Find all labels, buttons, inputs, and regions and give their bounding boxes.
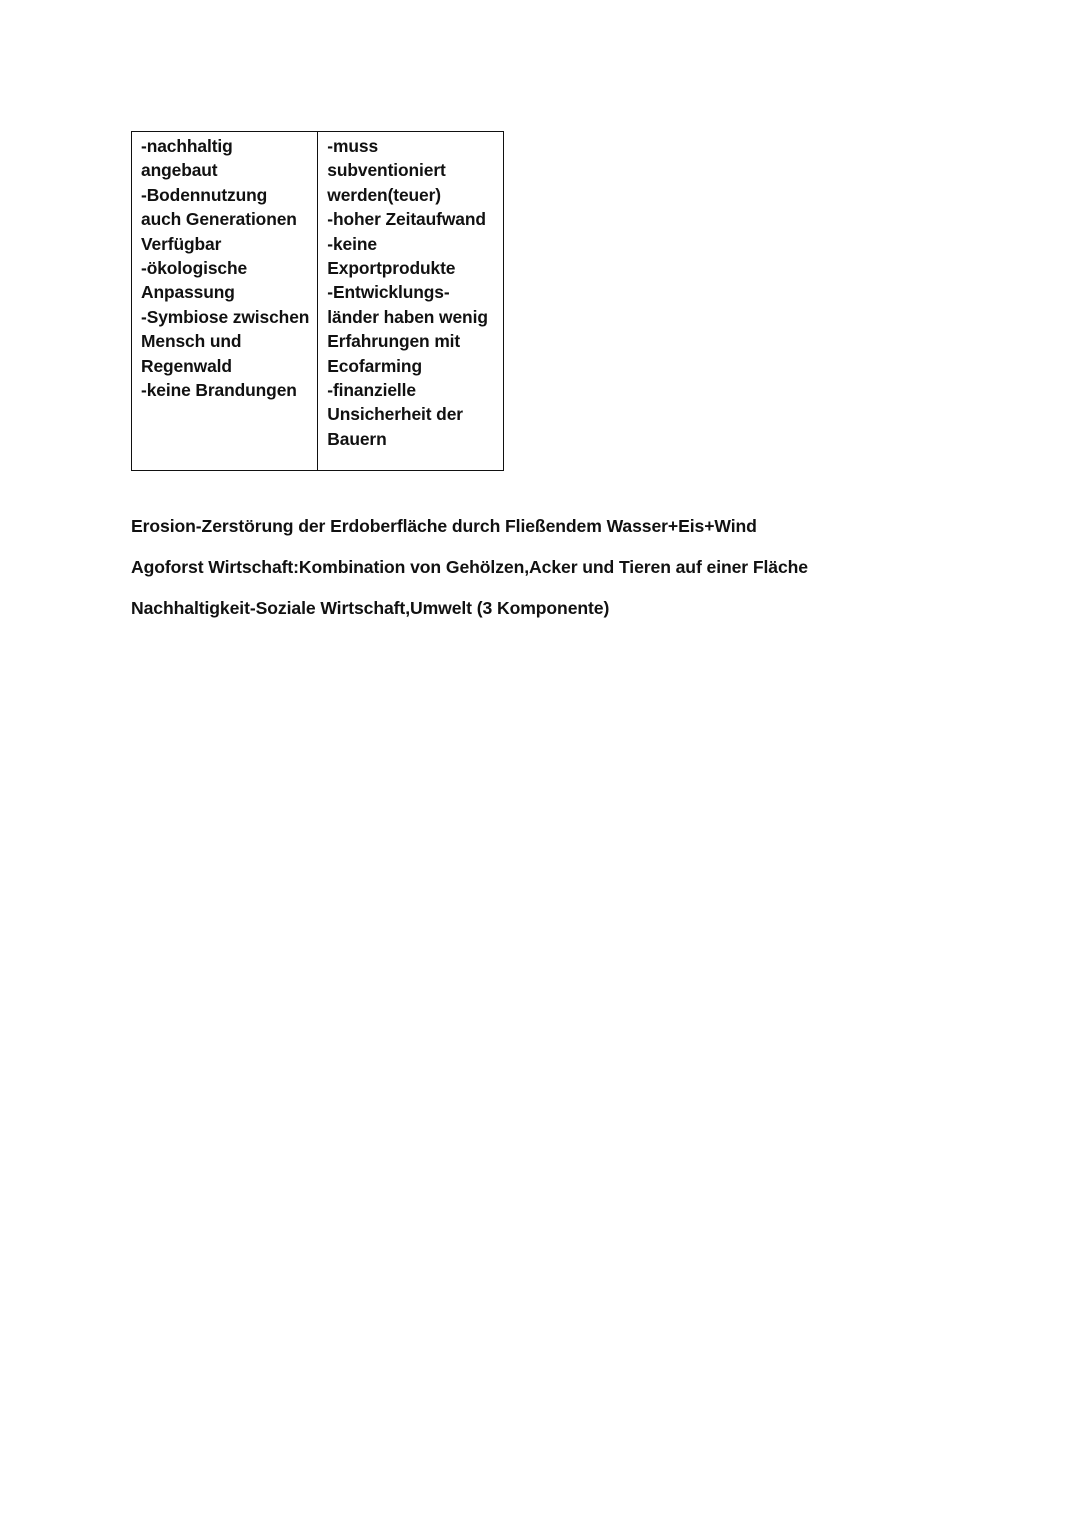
list-item: -ökologische: [141, 258, 248, 279]
list-item: Verfügbar: [141, 233, 222, 254]
list-item: -finanzielle: [327, 380, 416, 401]
definition-erosion: Erosion-Zerstörung der Erdoberfläche durch Fließendem Wasser+Eis+Wind: [131, 516, 757, 536]
list-item: auch Generationen: [141, 209, 297, 230]
list-item: Exportprodukte: [327, 258, 456, 279]
list-item: länder haben wenig: [327, 306, 488, 327]
list-item: Ecofarming: [327, 355, 422, 376]
definition-nachhaltigkeit: Nachhaltigkeit-Soziale Wirtschaft,Umwelt (3 Komponente): [131, 598, 610, 618]
list-item: -keine: [327, 233, 377, 254]
list-item: Bauern: [327, 428, 387, 449]
list-item: Erfahrungen mit: [327, 331, 461, 352]
list-item: -Entwicklungs-: [327, 282, 450, 303]
list-item: angebaut: [141, 160, 218, 181]
list-item: Unsicherheit der: [327, 404, 463, 425]
list-item: Regenwald: [141, 355, 232, 376]
table-row: [132, 132, 504, 471]
list-item: -muss: [327, 136, 379, 156]
list-item: -Symbiose zwischen: [141, 306, 310, 327]
definition-agroforst: Agoforst Wirtschaft:Kombination von Gehölzen,Acker und Tieren auf einer Fläche: [131, 557, 808, 577]
list-item: Mensch und: [141, 331, 242, 352]
disadvantages-cell: [318, 132, 504, 471]
list-item: -Bodennutzung: [141, 184, 268, 205]
list-item: -keine Brandungen: [141, 380, 297, 401]
list-item: Anpassung: [141, 282, 235, 303]
pros-cons-table: [131, 131, 504, 471]
list-item: -hoher Zeitaufwand: [327, 209, 486, 230]
list-item: werden(teuer): [327, 184, 441, 205]
list-item: subventioniert: [327, 160, 446, 181]
list-item: -nachhaltig: [141, 136, 233, 156]
advantages-cell: [132, 132, 318, 471]
